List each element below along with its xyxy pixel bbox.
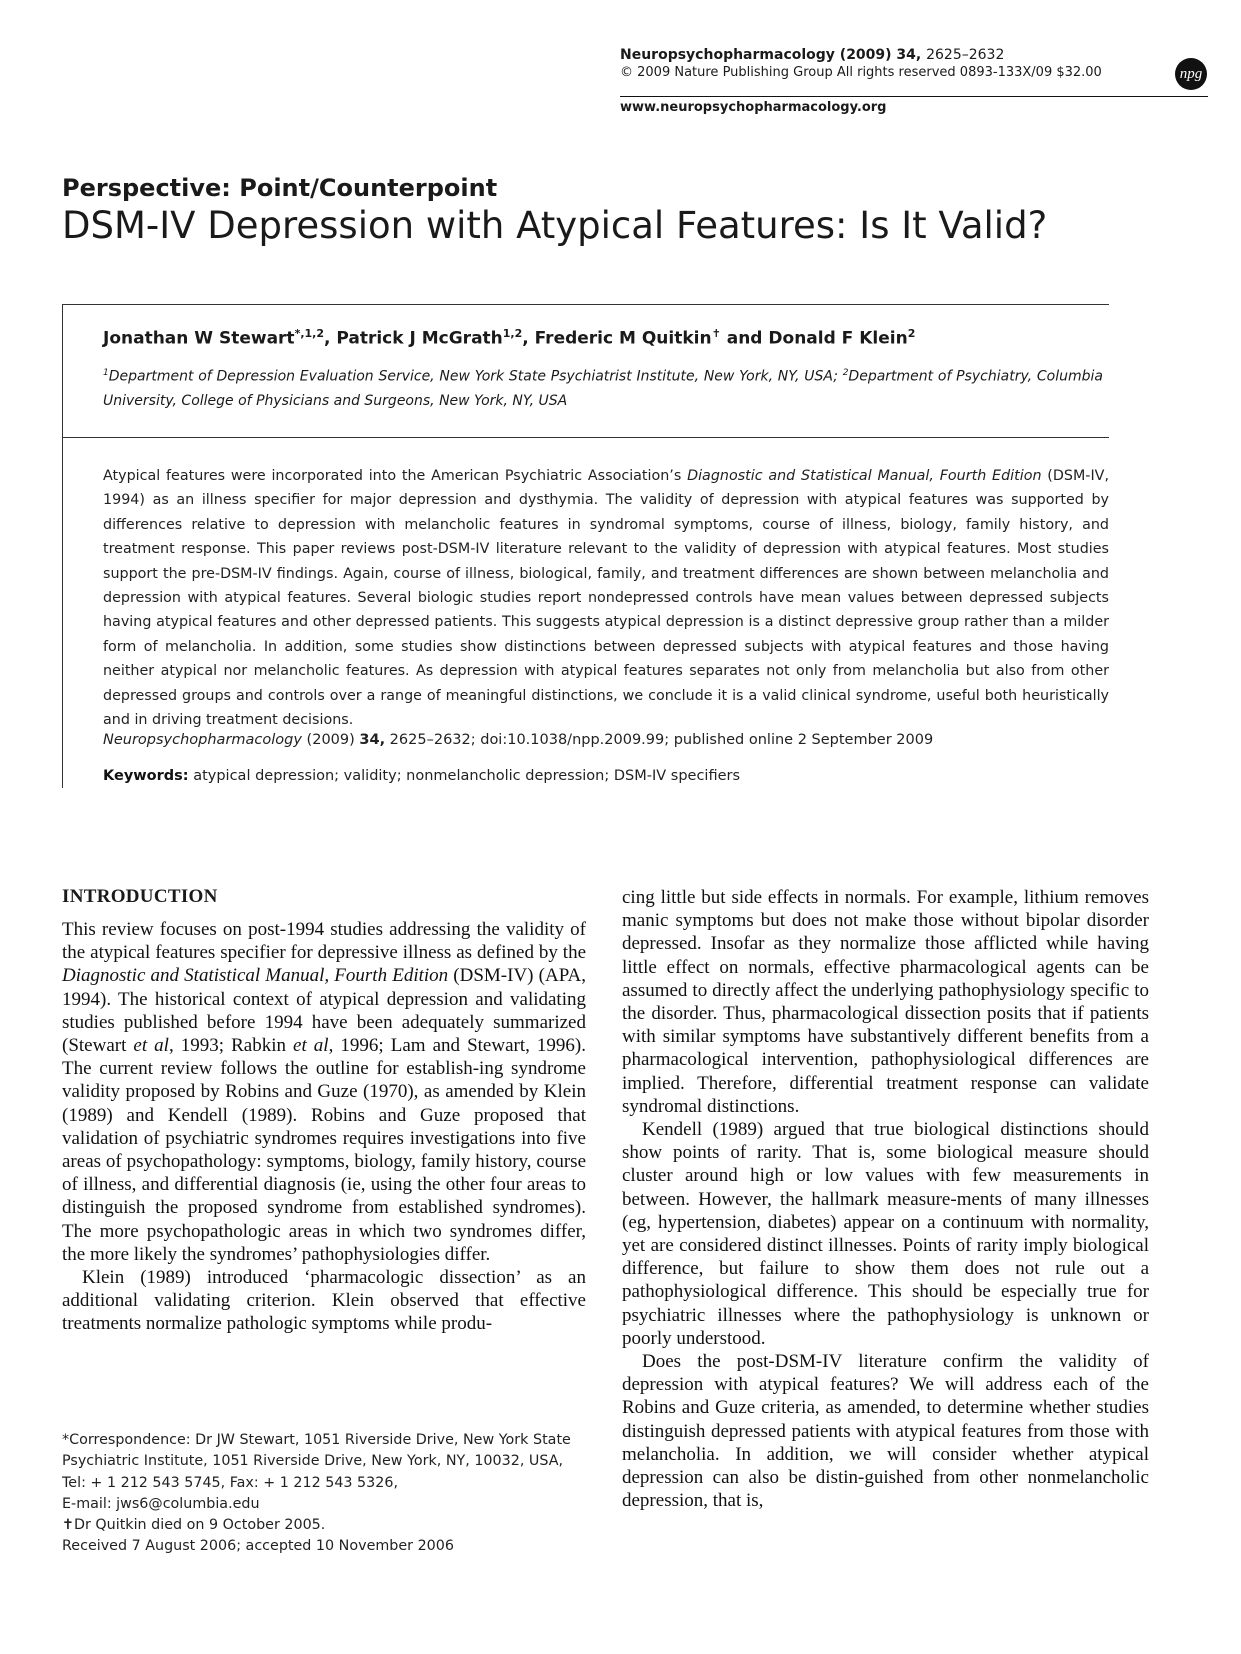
et-al: et al	[293, 1035, 329, 1057]
text-run: , 1996; Lam and Stewart, 1996). The current review follows the outline for establish-ing syndrome validity proposed by Robins and Guze (1970), as amended by Klein (1989) and Kendell (1989). Robins and Guze proposed that validation of psychiatric syndromes requires investigations into five areas of psychopathology: symptoms, biology, family history, course of illness, and differential diagnosis (ie, using the other four areas to distinguish the proposed syndrome from established syndromes). The more psychopathologic areas in which two syndromes differ, the more likely the syndromes’ pathophysiologies differ.	[62, 1035, 586, 1265]
section-label: Perspective: Point/Counterpoint	[62, 174, 498, 202]
author-list: Jonathan W Stewart$^{*,1,2}$, Patrick J McGrath$^{1,2}$, Frederic M Quitkin✝ and Donald F Klein$^2$	[103, 327, 916, 349]
abstract-text: Atypical features were incorporated into the American Psychiatric Association’s	[103, 468, 688, 484]
header-divider	[620, 96, 1208, 97]
keywords-text: atypical depression; validity; nonmelancholic depression; DSM-IV specifiers	[188, 768, 741, 784]
affiliations	[103, 361, 1103, 413]
keywords-label: Keywords:	[103, 768, 189, 784]
journal-citation-header	[620, 46, 1140, 64]
deceased-note: ✝Dr Quitkin died on 9 October 2005.	[62, 1517, 326, 1534]
affiliation-mark: 1	[103, 368, 109, 378]
manual-title: Diagnostic and Statistical Manual, Fourth Edition	[687, 468, 1042, 484]
author-marks: ✝	[711, 327, 721, 340]
paragraph: cing little but side effects in normals. For example, lithium removes manic symptoms but does not make those without bipolar disorder depressed. Insofar as they normalize those afflicted while having little effect on normals, effective pharmacological agents can be assumed to directly affect the underlying pathophysiology specific to the disorder. Thus, pharmacological dissection posits that if patients with similar symptoms have substantively different benefits from a pharmacological intervention, pathophysiological differences are implied. Therefore, differential treatment response can validate syndromal distinctions.	[622, 887, 1149, 1117]
footnotes	[62, 1430, 586, 1558]
abstract-text: (DSM-IV, 1994) as an illness specifier for major depression and dysthymia. The validity of depression with atypical features was supported by differences relative to depression with melancholic features in syndromal symptoms, course of illness, biology, family history, and treatment response. This paper reviews post-DSM-IV literature relevant to the validity of depression with atypical features. Most studies support the pre-DSM-IV findings. Again, course of illness, biological, family, and treatment differences are shown between melancholia and depression with atypical features. Several biologic studies report nondepressed controls have mean values between depressed subjects having atypical features and other depressed patients. This suggests atypical depression is a distinct depressive group rather than a milder form of melancholia. In addition, some studies show distinctions between depressed subjects with atypical features and those having neither atypical nor melancholic features. As depression with atypical features separates not only from melancholia but also from other depressed groups and controls over a range of meaningful distinctions, we conclude it is a valid clinical syndrome, useful both heuristically and in driving treatment decisions.	[103, 468, 1109, 729]
left-column	[62, 918, 586, 1336]
journal-header	[620, 46, 1140, 82]
paragraph	[62, 918, 586, 1266]
author-name: Patrick J McGrath	[336, 328, 503, 349]
citation-volume: 34,	[359, 732, 386, 748]
abstract	[103, 464, 1109, 732]
text-run: This review focuses on post-1994 studies addressing the validity of the atypical features specifier for depressive illness as defined by the	[62, 919, 586, 964]
manual-title: Diagnostic and Statistical Manual, Fourth Edition	[62, 965, 449, 987]
citation-doi[interactable]: 2625–2632; doi:10.1038/npp.2009.99; published online 2 September 2009	[385, 732, 934, 748]
author-marks: 1,2	[502, 327, 523, 340]
right-column	[622, 886, 1149, 1512]
affiliation-1: Department of Depression Evaluation Service, New York State Psychiatrist Institute, New York, NY, USA;	[108, 368, 838, 385]
paragraph: Klein (1989) introduced ‘pharmacologic dissection’ as an additional validating criterion. Klein observed that effective treatments normalize pathologic symptoms while produ-	[62, 1267, 586, 1335]
author-box	[62, 304, 1109, 438]
received-note: Received 7 August 2006; accepted 10 November 2006	[62, 1538, 454, 1555]
paragraph: Kendell (1989) argued that true biological distinctions should show points of rarity. That is, some biological measure should cluster around high or low values with few measurements in between. However, the hallmark measure-ments of many illnesses (eg, hypertension, diabetes) appear on a continuum with normality, yet are considered distinct illnesses. Points of rarity imply biological difference, but failure to show them does not rule out a pathophysiological difference. This should be especially true for psychiatric illnesses where the pathophysiology is unknown or poorly understood.	[622, 1119, 1149, 1349]
affiliation-2: Department of Psychiatry, Columbia University, College of Physicians and Surgeons, New York, NY, USA	[103, 368, 1103, 409]
author-marks: 2	[907, 327, 916, 340]
author-marks: *,1,2	[294, 327, 324, 340]
correspondence-note: *Correspondence: Dr JW Stewart, 1051 Riverside Drive, New York State Psychiatric Institute, 1051 Riverside Drive, New York, NY, 10032, USA, Tel: + 1 212 543 5745, Fax: + 1 212 543 5326,	[62, 1432, 571, 1491]
paragraph: Does the post-DSM-IV literature confirm the validity of depression with atypical features? We will address each of the Robins and Guze criteria, as amended, to determine whether studies distinguish depressed patients with atypical features from those with melancholia. In addition, we will consider whether atypical depression can also be distin-guished from other nonmelancholic depression, that is,	[622, 1351, 1149, 1512]
copyright-line: © 2009 Nature Publishing Group All rights reserved 0893-133X/09 $32.00	[620, 65, 1102, 80]
author-name: Jonathan W Stewart	[103, 328, 295, 349]
author-name: Donald F Klein	[768, 328, 908, 349]
et-al: et al	[133, 1035, 169, 1057]
text-run: (DSM-IV) (APA, 1994). The historical context of atypical depression and validating studies published before 1994 have been adequately summarized (Stewart	[62, 965, 586, 1057]
journal-url-link[interactable]: www.neuropsychopharmacology.org	[620, 100, 887, 115]
citation-year: (2009)	[301, 732, 360, 748]
keywords-line	[103, 768, 740, 784]
journal-name: Neuropsychopharmacology (2009) 34,	[620, 47, 922, 63]
npg-logo: npg	[1175, 58, 1207, 90]
citation-line	[103, 732, 933, 748]
author-name: Frederic M Quitkin	[534, 328, 712, 349]
abstract-box	[62, 436, 1109, 788]
journal-pages: 2625–2632	[926, 47, 1005, 63]
text-run: , 1993; Rabkin	[168, 1035, 294, 1057]
introduction-heading: INTRODUCTION	[62, 886, 218, 907]
affiliation-mark: 2	[842, 368, 849, 378]
email-link[interactable]: E-mail: jws6@columbia.edu	[62, 1495, 260, 1512]
article-title: DSM-IV Depression with Atypical Features: Is It Valid?	[62, 204, 1048, 247]
citation-journal: Neuropsychopharmacology	[103, 732, 302, 748]
